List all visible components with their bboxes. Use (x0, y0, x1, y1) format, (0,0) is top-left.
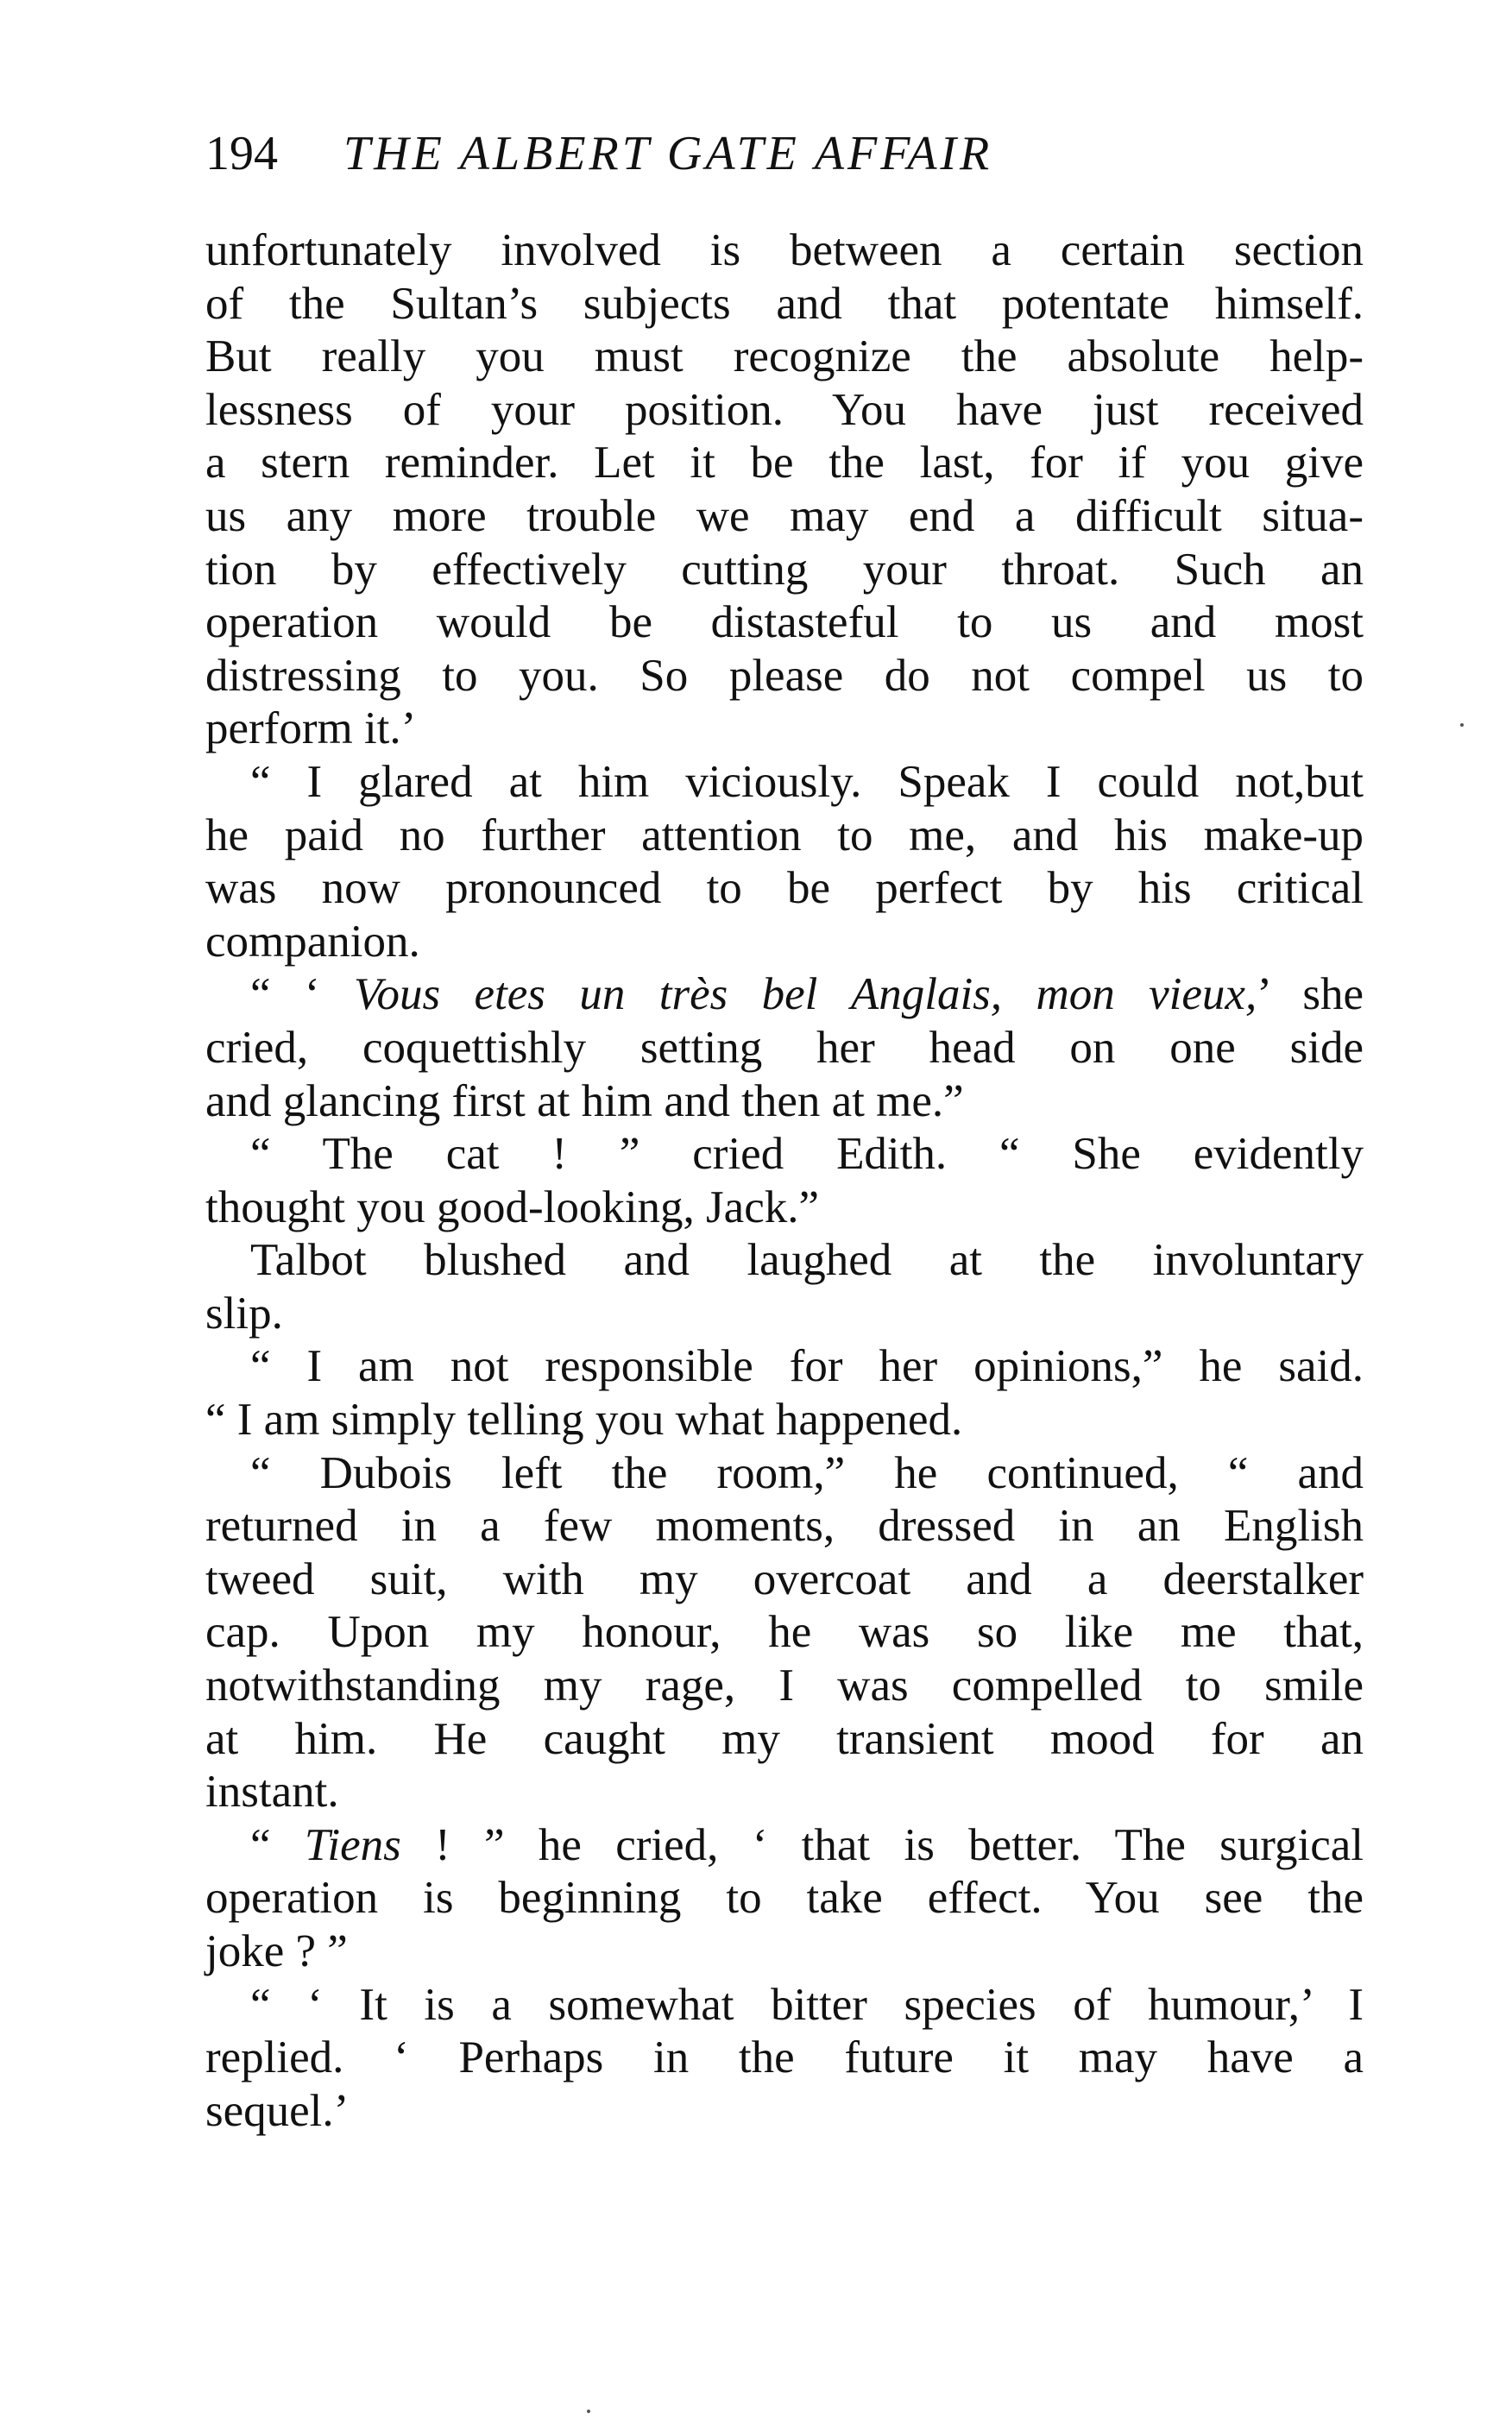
running-head (205, 119, 1379, 188)
text-line: “ The cat ! ” cried Edith. “ She evidently (250, 1129, 1364, 1180)
page-number: 194 (205, 127, 278, 180)
text-line: notwithstanding my rage, I was compelled to smile (205, 1660, 1364, 1711)
text-line: a stern reminder. Let it be the last, for if you give (205, 438, 1364, 488)
text-run: ! ” he cried, ‘ that is better. The surgical (400, 1819, 1364, 1870)
text-line: cap. Upon my honour, he was so like me that, (205, 1607, 1364, 1658)
italic-run: Tiens (304, 1819, 401, 1870)
text-run: “ (250, 1819, 305, 1870)
text-line: joke ? ” (205, 1926, 348, 1976)
text-line: replied. ‘ Perhaps in the future it may have a (205, 2032, 1364, 2083)
italic-run: Vous etes un très bel Anglais, mon vieux, (354, 969, 1257, 1020)
text-line: But really you must recognize the absolute help- (205, 331, 1364, 382)
text-line: operation would be distasteful to us and most (205, 597, 1364, 648)
text-line: was now pronounced to be perfect by his critical (205, 863, 1364, 914)
text-line: us any more trouble we may end a difficult situa- (205, 490, 1364, 541)
text-line: Talbot blushed and laughed at the involuntary (250, 1235, 1364, 1286)
text-line: “ Dubois left the room,” he continued, “ and (250, 1447, 1364, 1498)
text-line: companion. (205, 916, 420, 967)
text-run: ’ she (1257, 969, 1364, 1020)
text-line: lessness of your position. You have just received (205, 384, 1364, 435)
text-line: and glancing first at him and then at me.” (205, 1075, 964, 1126)
text-run: “ ‘ (250, 969, 354, 1020)
text-line: distressing to you. So please do not compel us to (205, 650, 1364, 701)
text-line: tweed suit, with my overcoat and a deerstalker (205, 1553, 1364, 1604)
text-line: “ ‘ It is a somewhat bitter species of humour,’ I (250, 1979, 1364, 2030)
text-line: he paid no further attention to me, and his make-up (205, 810, 1364, 860)
running-title: THE ALBERT GATE AFFAIR (343, 127, 993, 180)
text-line: “ I glared at him viciously. Speak I could not,but (250, 756, 1364, 807)
text-line: sequel.’ (205, 2085, 350, 2136)
text-line: cried, coquettishly setting her head on one side (205, 1022, 1364, 1073)
text-line: “ I am not responsible for her opinions,” he said. (250, 1341, 1364, 1392)
text-line: thought you good-looking, Jack.” (205, 1181, 819, 1232)
body-text (205, 224, 1364, 2138)
paper-speck (587, 2410, 590, 2413)
paper-speck (1460, 723, 1464, 727)
text-line: “ I am simply telling you what happened. (205, 1395, 963, 1446)
text-line (205, 1819, 1364, 1873)
text-line: of the Sultan’s subjects and that potentate himself. (205, 278, 1364, 329)
text-line: perform it.’ (205, 703, 417, 754)
text-line (205, 968, 1364, 1022)
text-line: operation is beginning to take effect. You see the (205, 1873, 1364, 1924)
text-line: unfortunately involved is between a certain section (205, 225, 1364, 275)
text-line: returned in a few moments, dressed in an English (205, 1501, 1364, 1552)
text-line: slip. (205, 1288, 283, 1339)
text-line: tion by effectively cutting your throat. Such an (205, 544, 1364, 595)
text-line: at him. He caught my transient mood for an (205, 1713, 1364, 1764)
text-line: instant. (205, 1767, 339, 1818)
